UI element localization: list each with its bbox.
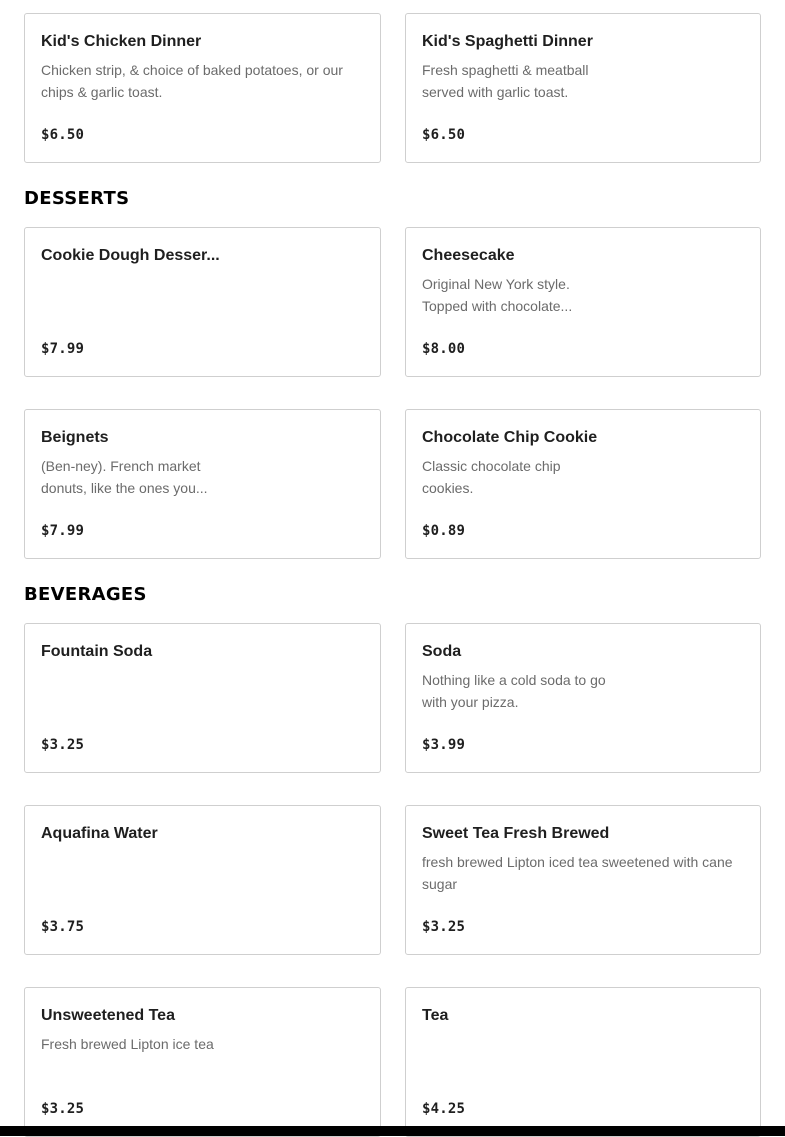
menu-item-card[interactable] (405, 623, 761, 773)
section-heading-desserts: DESSERTS (24, 188, 130, 209)
menu-item-name: Fountain Soda (41, 643, 153, 660)
menu-item-name: Tea (422, 1007, 449, 1024)
bottom-bar (0, 1126, 785, 1136)
menu-item-price: $3.99 (422, 737, 466, 753)
menu-item-price: $3.25 (41, 1101, 85, 1117)
menu-item-card[interactable] (405, 227, 761, 377)
menu-item-description: Chicken strip, & choice of baked potatoes, or our chips & garlic toast. (41, 62, 343, 100)
menu-item-description: Nothing like a cold soda to go with your pizza. (422, 672, 606, 710)
menu-item-price: $3.25 (422, 919, 466, 935)
menu-item-name: Cookie Dough Desser... (41, 247, 220, 264)
menu-item-price: $7.99 (41, 341, 85, 357)
menu-item-card[interactable] (24, 987, 381, 1137)
menu-item-card[interactable] (24, 623, 381, 773)
menu-item-price: $7.99 (41, 523, 85, 539)
menu-item-name: Aquafina Water (41, 825, 158, 842)
section-heading-beverages: BEVERAGES (24, 584, 147, 605)
menu-item-price: $6.50 (422, 127, 466, 143)
menu-item-card[interactable] (24, 805, 381, 955)
menu-item-card[interactable] (405, 409, 761, 559)
menu-item-price: $8.00 (422, 341, 466, 357)
menu-item-name: Soda (422, 643, 462, 660)
menu-item-price: $4.25 (422, 1101, 466, 1117)
menu-item-card[interactable] (24, 227, 381, 377)
menu-item-card[interactable] (405, 987, 761, 1137)
menu-item-price: $3.25 (41, 737, 85, 753)
menu-item-description: Original New York style. Topped with chocolate... (422, 276, 573, 314)
menu-item-description: Fresh brewed Lipton ice tea (41, 1036, 214, 1052)
menu-item-name: Beignets (41, 429, 109, 446)
menu-item-name: Chocolate Chip Cookie (422, 429, 598, 446)
menu-item-card[interactable] (405, 805, 761, 955)
menu-item-price: $0.89 (422, 523, 466, 539)
menu-item-card[interactable] (24, 409, 381, 559)
menu-item-name: Kid's Chicken Dinner (41, 33, 202, 50)
menu-item-description: Classic chocolate chip cookies. (422, 458, 561, 496)
menu-item-description: Fresh spaghetti & meatball served with garlic toast. (422, 62, 589, 100)
menu-item-description: (Ben-ney). French market donuts, like the ones you... (41, 458, 208, 496)
menu-item-name: Cheesecake (422, 247, 515, 264)
menu-item-card[interactable] (24, 13, 381, 163)
menu-item-name: Sweet Tea Fresh Brewed (422, 825, 610, 842)
menu-item-price: $3.75 (41, 919, 85, 935)
menu-item-name: Unsweetened Tea (41, 1007, 175, 1024)
menu-item-card[interactable] (405, 13, 761, 163)
menu-item-description: fresh brewed Lipton iced tea sweetened with cane sugar (422, 854, 733, 892)
menu-item-name: Kid's Spaghetti Dinner (422, 33, 593, 50)
menu-item-price: $6.50 (41, 127, 85, 143)
